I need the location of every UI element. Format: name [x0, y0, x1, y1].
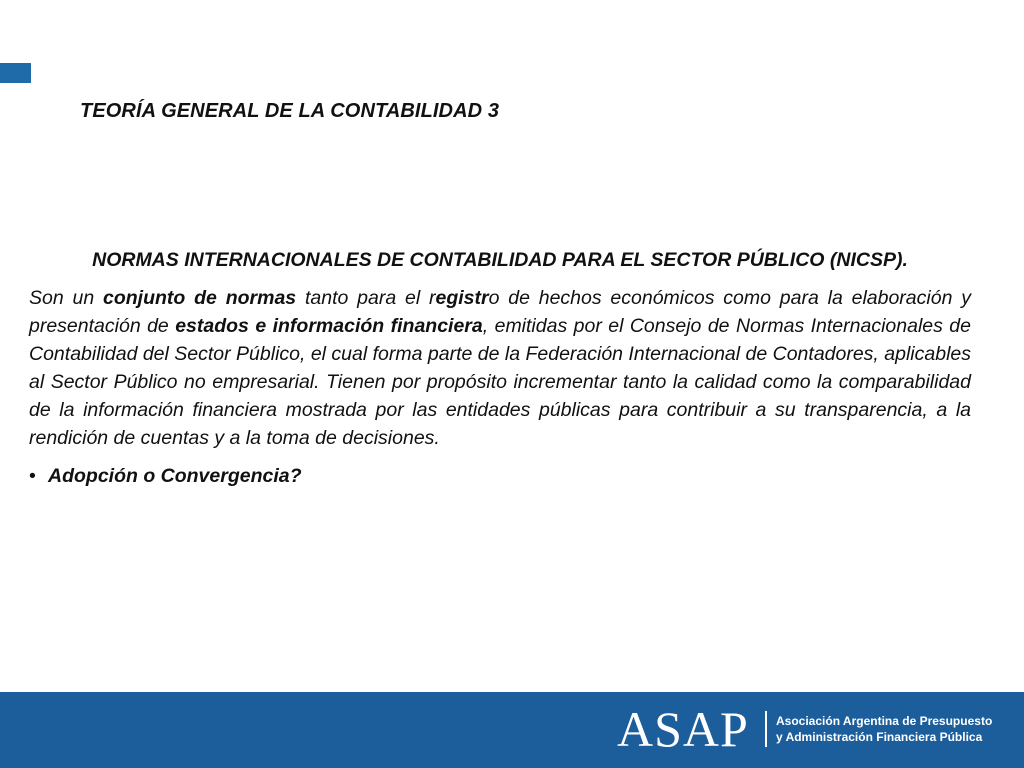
corner-accent-marker: [0, 63, 31, 83]
slide-content: [29, 246, 971, 490]
body-paragraph: [29, 284, 971, 452]
body-bold-part: estados e información financiera: [175, 315, 483, 337]
bullet-item: [29, 462, 971, 490]
logo-divider: [765, 711, 767, 747]
body-text-part: o de hechos económicos como para la elaboración y presentación de: [29, 287, 971, 337]
body-bold-part: egistr: [435, 287, 489, 309]
slide-title: TEORÍA GENERAL DE LA CONTABILIDAD 3: [80, 100, 500, 122]
bullet-icon: •: [29, 465, 36, 487]
organization-name-line-2: y Administración Financiera Pública: [776, 730, 983, 744]
asap-logo: ASAP: [617, 701, 749, 757]
body-text-part: tanto para el r: [296, 287, 436, 309]
body-text-part: Son un: [29, 287, 104, 309]
bullet-text: Adopción o Convergencia?: [48, 465, 302, 487]
body-bold-part: conjunto de normas: [103, 287, 297, 309]
body-text-part: , emitidas por el Consejo de Normas Internacionales de Contabilidad del Sector Público, el cual forma parte de la Federación Internacional de Contadores, aplicables al Sector Público no empresarial. Tienen por propósito incrementar tanto la calidad como la comparabilidad de la información financiera mostrada por las entidades públicas para contribuir a su transparencia, a la rendición de cuentas y a la toma de decisiones.: [29, 315, 971, 449]
section-heading: NORMAS INTERNACIONALES DE CONTABILIDAD PARA EL SECTOR PÚBLICO (NICSP).: [92, 249, 908, 271]
organization-name-line-1: Asociación Argentina de Presupuesto: [776, 714, 993, 728]
